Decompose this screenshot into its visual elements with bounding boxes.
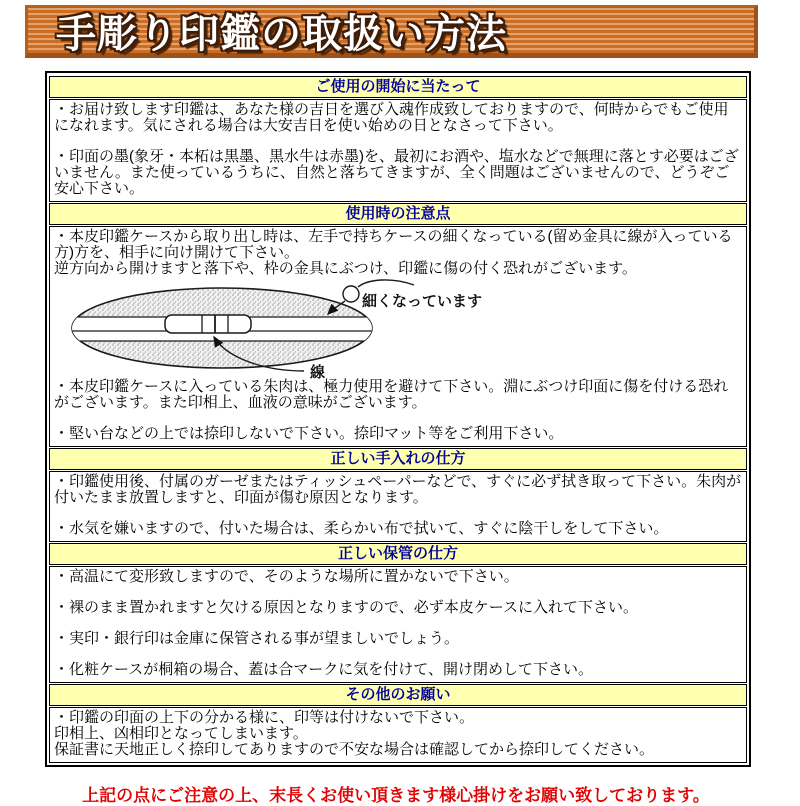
document-frame: [45, 71, 751, 767]
paragraph: ・印鑑使用後、付属のガーゼまたはティッシュペーパーなどで、すぐに必ず拭き取って下さい。朱肉が付いたまま放置しますと、印面が傷む原因となります。: [54, 473, 742, 506]
section-body-care: [49, 471, 747, 542]
section-body-other-requests: [49, 707, 747, 763]
paragraph: 逆方向から開けますと落下や、枠の金具にぶつけ、印鑑に傷の付く恐れがございます。: [54, 260, 637, 277]
paragraph: ・堅い台などの上では捺印しないで下さい。捺印マット等をご利用下さい。: [54, 425, 564, 442]
paragraph: 印相上、凶相印となってしまいます。: [54, 725, 308, 742]
title-banner: [25, 5, 758, 58]
seal-case-clasp: [165, 315, 251, 333]
thin-end-label: 細くなっています: [362, 293, 483, 310]
paragraph: ・実印・銀行印は金庫に保管される事が望ましいでしょう。: [54, 630, 460, 647]
section-heading-care: 正しい手入れの仕方: [49, 448, 747, 470]
section-heading-usage-start: ご使用の開始に当たって: [49, 76, 747, 98]
footer-note: 上記の点にご注意の上、末長くお使い頂きます様心掛けをお願い致しております。: [82, 786, 710, 805]
section-body-usage-cautions: [49, 226, 747, 447]
page-title: 手彫り印鑑の取扱い方法: [56, 12, 507, 56]
section-body-storage: [49, 566, 747, 683]
section-heading-usage-cautions: 使用時の注意点: [49, 203, 747, 225]
paragraph: ・高温にて変形致しますので、そのような場所に置かないで下さい。: [54, 568, 519, 585]
paragraph: ・化粧ケースが桐箱の場合、蓋は合マークに気を付けて、開け閉めして下さい。: [54, 661, 593, 678]
section-heading-storage: 正しい保管の仕方: [49, 543, 747, 565]
section-heading-other-requests: その他のお願い: [49, 684, 747, 706]
paragraph: ・印面の墨(象牙・本柘は黒墨、黒水牛は赤墨)を、最初にお酒や、塩水などで無理に落とす必要はございません。また使っているうちに、自然と落ちてきますが、全く問題はございませんので、どうぞご安心下さい。: [54, 148, 739, 197]
seal-case-illustration: [62, 279, 752, 379]
paragraph: ・お届け致します印鑑は、あなた様の吉日を選び入魂作成致しておりますので、何時からでもご使用になれます。気にされる場合は大安吉日を使い始めの日となさって下さい。: [54, 101, 729, 134]
paragraph: 保証書に天地正しく捺印してありますので不安な場合は確認してから捺印してください。: [54, 741, 655, 758]
section-body-usage-start: [49, 99, 747, 202]
paragraph: ・水気を嫌いますので、付いた場合は、柔らかい布で拭いて、すぐに陰干しをして下さい。: [54, 520, 669, 537]
paragraph: ・本皮印鑑ケースから取り出し時は、左手で持ちケースの細くなっている(留め金具に線が入っている方)方を、相手に向け開けて下さい。: [54, 228, 733, 261]
paragraph: ・本皮印鑑ケースに入っている朱肉は、極力使用を避けて下さい。淵にぶつけ印面に傷を付ける恐れがございます。また印相上、血液の意味がございます。: [54, 378, 729, 411]
paragraph: ・裸のまま置かれますと欠ける原因となりますので、必ず本皮ケースに入れて下さい。: [54, 599, 638, 616]
clasp-line-label: 線: [310, 364, 326, 379]
paragraph: ・印鑑の印面の上下の分かる様に、印等は付けないで下さい。: [54, 709, 475, 726]
